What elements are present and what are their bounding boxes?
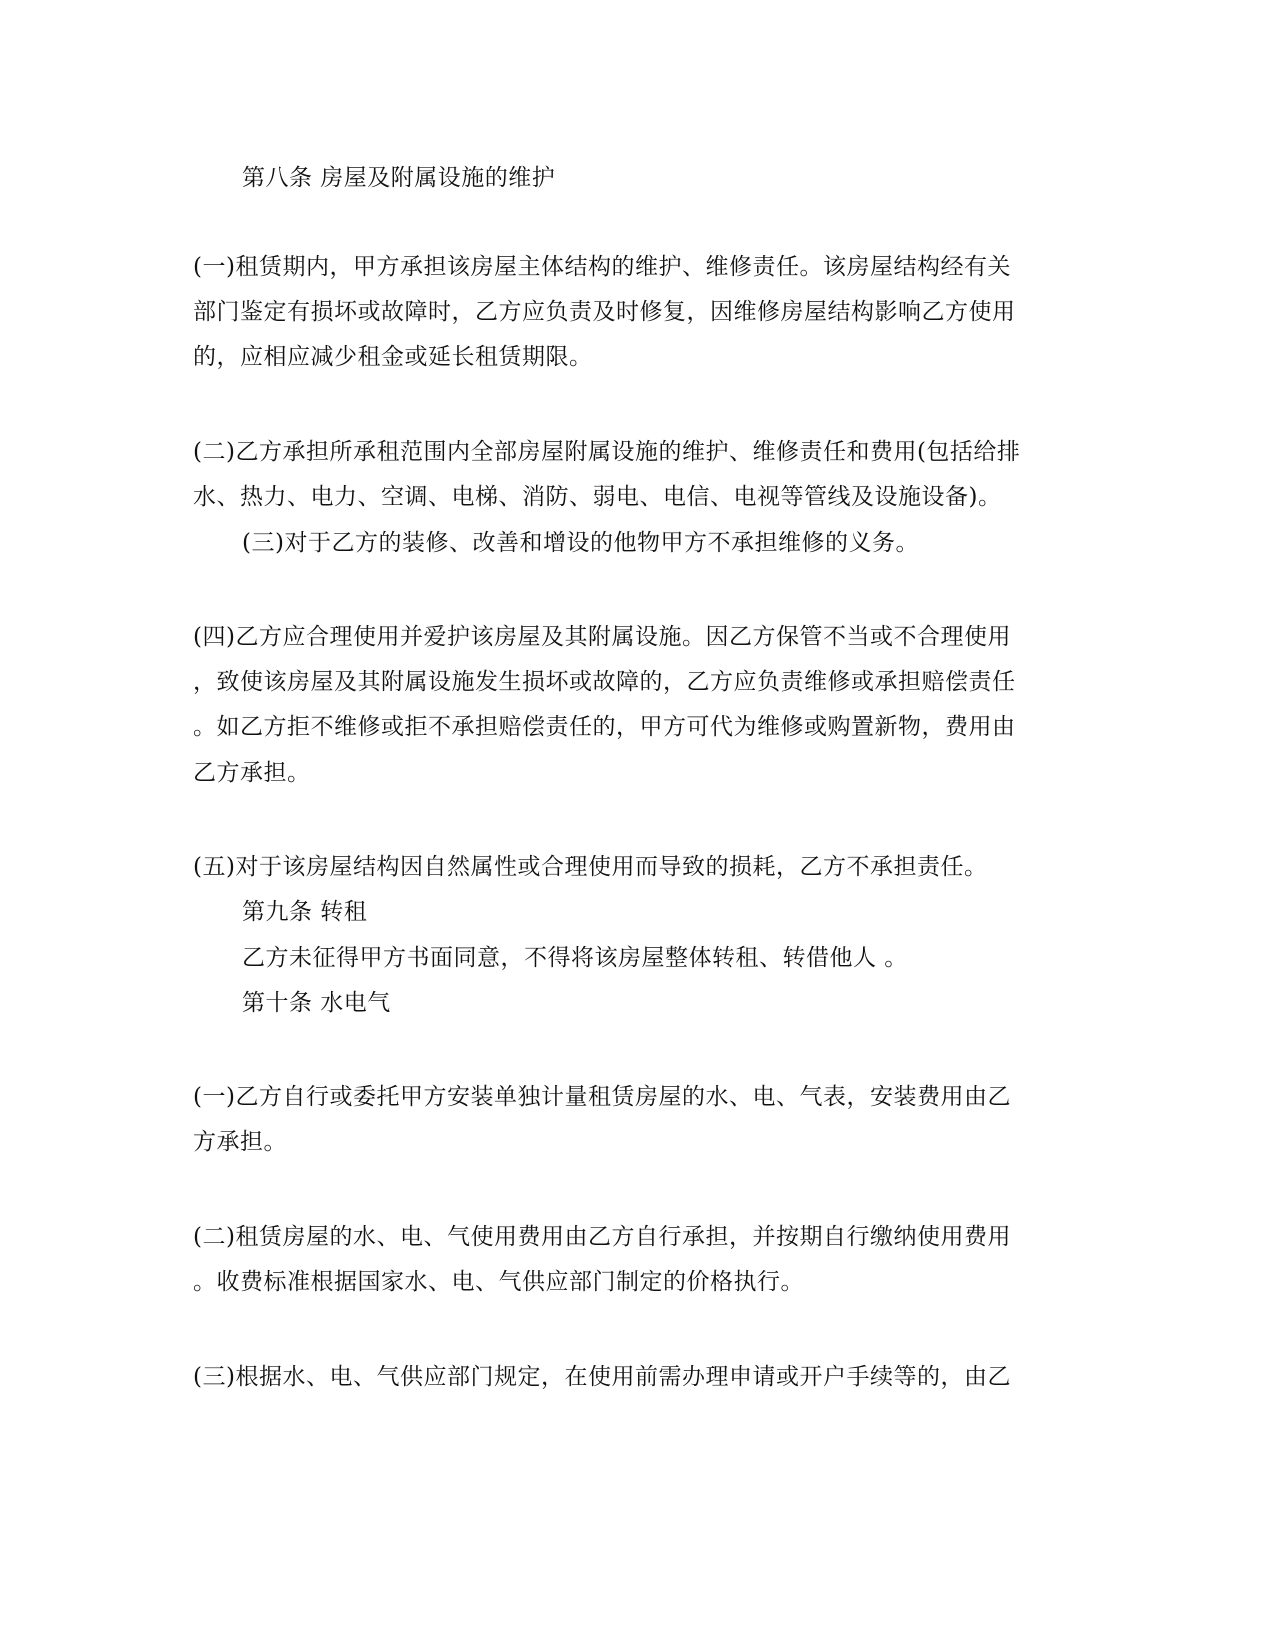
article-10-clause-2-line-2: 。收费标准根据国家水、电、气供应部门制定的价格执行。 (193, 1269, 804, 1295)
article-8-heading: 第八条 房屋及附属设施的维护 (242, 165, 556, 191)
article-10-clause-1-line-1: (一)乙方自行或委托甲方安装单独计量租赁房屋的水、电、气表，安装费用由乙 (193, 1084, 1011, 1110)
article-8-clause-4-line-4: 乙方承担。 (193, 760, 311, 786)
article-8-clause-3: (三)对于乙方的装修、改善和增设的他物甲方不承担维修的义务。 (242, 530, 919, 556)
article-9-heading: 第九条 转租 (242, 899, 368, 925)
article-10-heading: 第十条 水电气 (242, 990, 391, 1016)
article-8-clause-2-line-2: 水、热力、电力、空调、电梯、消防、弱电、电信、电视等管线及设施设备)。 (193, 484, 1002, 510)
article-9-paragraph: 乙方未征得甲方书面同意，不得将该房屋整体转租、转借他人 。 (242, 945, 908, 971)
article-8-clause-5: (五)对于该房屋结构因自然属性或合理使用而导致的损耗，乙方不承担责任。 (193, 854, 988, 880)
article-10-clause-3-line-1: (三)根据水、电、气供应部门规定，在使用前需办理申请或开户手续等的，由乙 (193, 1364, 1011, 1390)
article-8-clause-2-line-1: (二)乙方承担所承租范围内全部房屋附属设施的维护、维修责任和费用(包括给排 (193, 439, 1021, 465)
article-8-clause-1-line-3: 的，应相应减少租金或延长租赁期限。 (193, 344, 593, 370)
article-8-clause-4-line-3: 。如乙方拒不维修或拒不承担赔偿责任的，甲方可代为维修或购置新物，费用由 (193, 714, 1016, 740)
article-8-clause-4-line-2: ，致使该房屋及其附属设施发生损坏或故障的，乙方应负责维修或承担赔偿责任 (193, 669, 1016, 695)
article-8-clause-1-line-1: (一)租赁期内，甲方承担该房屋主体结构的维护、维修责任。该房屋结构经有关 (193, 254, 1011, 280)
article-8-clause-1-line-2: 部门鉴定有损坏或故障时，乙方应负责及时修复，因维修房屋结构影响乙方使用 (193, 299, 1016, 325)
article-10-clause-1-line-2: 方承担。 (193, 1129, 287, 1155)
article-10-clause-2-line-1: (二)租赁房屋的水、电、气使用费用由乙方自行承担，并按期自行缴纳使用费用 (193, 1224, 1011, 1250)
article-8-clause-4-line-1: (四)乙方应合理使用并爱护该房屋及其附属设施。因乙方保管不当或不合理使用 (193, 624, 1011, 650)
